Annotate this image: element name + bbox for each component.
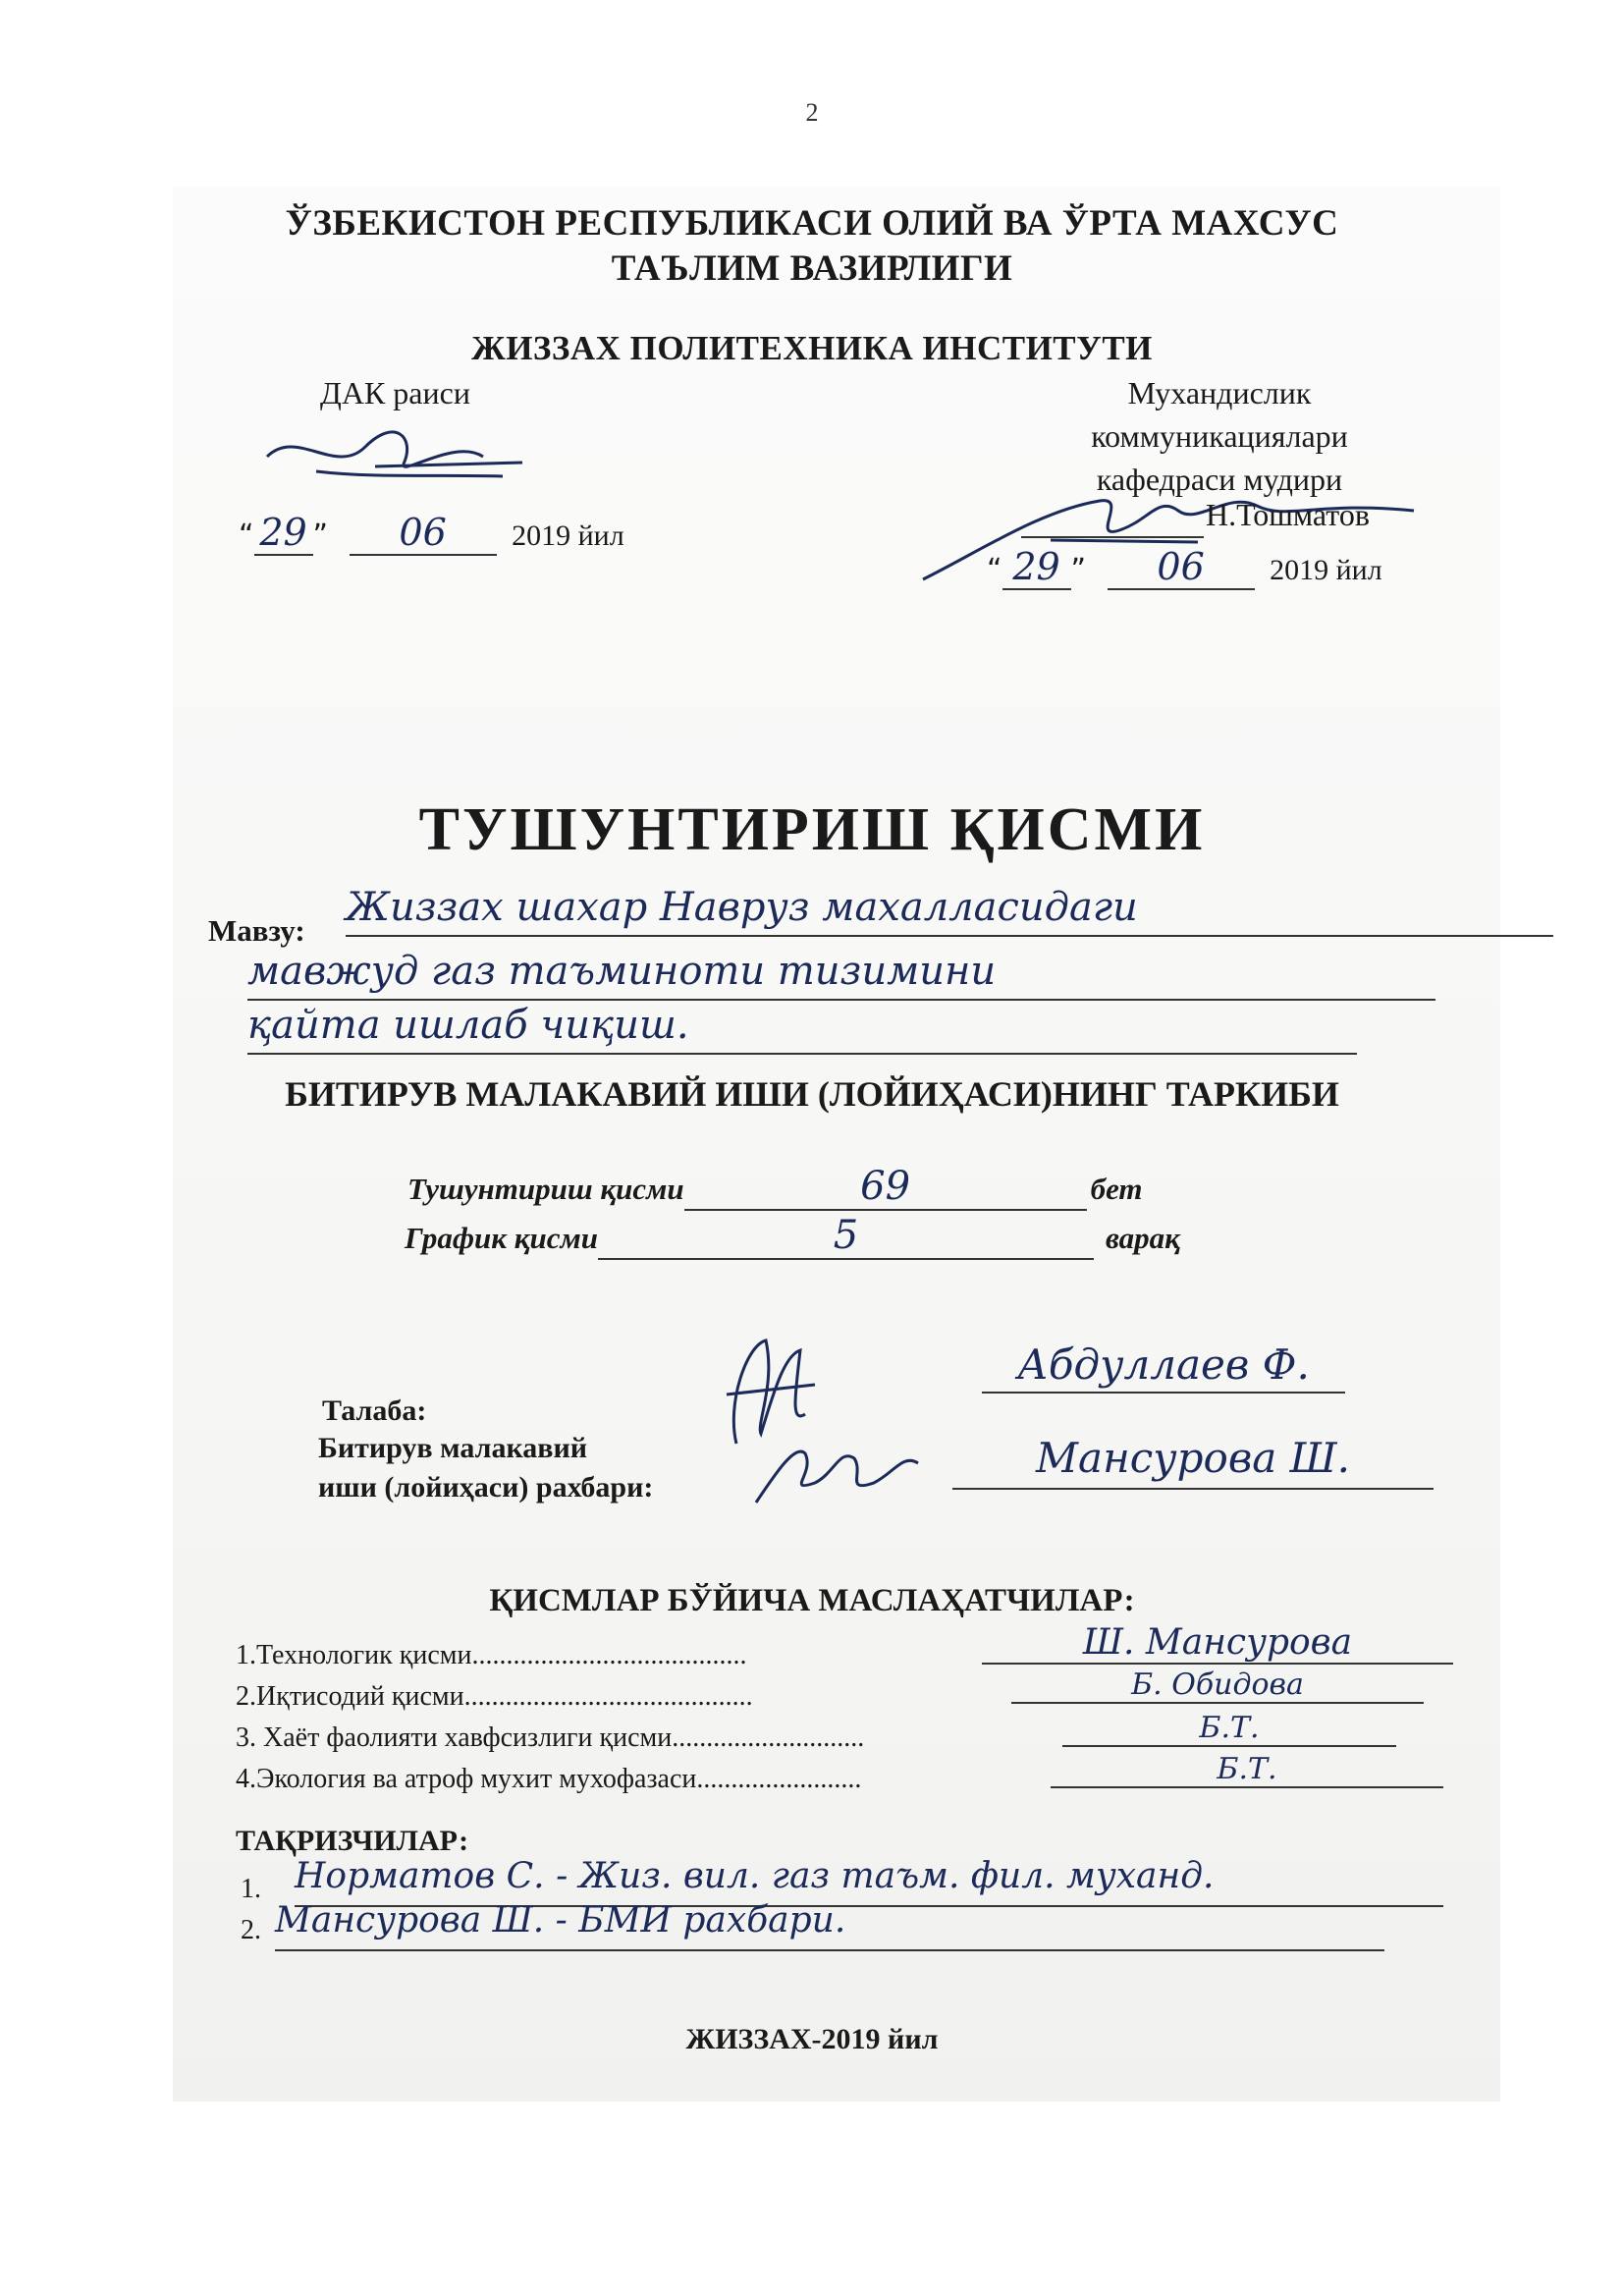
dept-month: 06	[1108, 545, 1255, 590]
supervisor-name: Мансурова Ш.	[952, 1434, 1434, 1490]
consultant-label: 3. Хаёт фаолияти хавфсизлиги қисми............................	[236, 1722, 865, 1753]
dak-day: 29	[254, 511, 313, 556]
topic-line-2: мавжуд газ таъминоти тизимини	[247, 948, 1435, 1001]
graphic-value: 5	[598, 1213, 1094, 1260]
dak-chair-label: ДАК раиси	[320, 375, 470, 410]
department-head-name: Н.Тошматов	[1206, 497, 1370, 532]
reviewers-heading: ТАҚРИЗЧИЛАР:	[236, 1825, 469, 1857]
reviewer-1: Норматов С. - Жиз. вил. газ таъм. фил. муханд.	[295, 1856, 1443, 1907]
ministry-header	[0, 201, 1624, 292]
consultant-row-4	[236, 1764, 861, 1795]
reviewer-number-2: 2.	[241, 1915, 261, 1945]
consultant-label: 2.Иқтисодий қисми..........................................	[236, 1681, 753, 1712]
graphic-label: График қисми	[405, 1221, 598, 1255]
dept-line-1: Мухандислик	[1127, 375, 1312, 410]
reviewer-2: Мансурова Ш. - БМИ рахбари.	[275, 1900, 1384, 1951]
dept-year: 2019 йил	[1270, 554, 1382, 586]
department-signature-line	[1021, 499, 1204, 538]
supervisor-label-line-1: Битирув малакавий	[318, 1432, 588, 1464]
explanatory-row	[407, 1164, 1143, 1211]
dept-line-3: кафедраси мудири	[1096, 462, 1343, 497]
consultant-row-1	[236, 1640, 746, 1671]
graphic-row	[405, 1213, 1180, 1260]
explanatory-label: Тушунтириш қисми	[407, 1172, 684, 1206]
supervisor-label	[318, 1429, 653, 1507]
page-number: 2	[805, 98, 819, 127]
composition-heading: БИТИРУВ МАЛАКАВИЙ ИШИ (ЛОЙИҲАСИ)НИНГ ТАРКИБИ	[285, 1074, 1339, 1114]
consultant-signature-1: Ш. Мансурова	[982, 1622, 1453, 1665]
dept-day: 29	[1002, 545, 1071, 590]
dak-month: 06	[350, 511, 497, 556]
explanatory-unit: бет	[1090, 1172, 1143, 1206]
topic-label: Мавзу:	[208, 913, 305, 948]
dept-line-2: коммуникациялари	[1091, 418, 1348, 454]
page-title: ТУШУНТИРИШ ҚИСМИ	[418, 796, 1206, 863]
consultant-row-3	[236, 1722, 864, 1754]
reviewer-number-1: 1.	[241, 1874, 261, 1904]
student-label: Талаба:	[322, 1394, 427, 1427]
graphic-unit: варақ	[1105, 1221, 1180, 1255]
dak-approval-date: “ 29 ” 06 2019 йил	[239, 511, 624, 554]
student-name: Абдуллаев Ф.	[982, 1340, 1345, 1394]
explanatory-value: 69	[684, 1164, 1087, 1211]
consultant-signature-4: Б.Т.	[1051, 1752, 1443, 1788]
supervisor-label-line-2: иши (лойиҳаси) рахбари:	[318, 1471, 654, 1503]
consultant-signature-3: Б.Т.	[1062, 1711, 1396, 1747]
supervisor-signature	[746, 1434, 933, 1512]
topic-line-1: Жиззах шахар Навруз махалласидаги	[346, 884, 1553, 937]
department-approval-date: “ 29 ” 06 2019 йил	[987, 545, 1382, 588]
ministry-line-2: ТАЪЛИМ ВАЗИРЛИГИ	[611, 248, 1013, 289]
consultant-row-2	[236, 1681, 753, 1713]
consultant-label: 4.Экология ва атроф мухит мухофазаси........................	[236, 1764, 862, 1794]
consultants-heading: ҚИСМЛАР БЎЙИЧА МАСЛАҲАТЧИЛАР:	[489, 1583, 1135, 1618]
dak-chair-signature	[257, 417, 532, 486]
dak-year: 2019 йил	[512, 519, 624, 552]
consultant-label: 1.Технологик қисми........................................	[236, 1640, 747, 1670]
ministry-line-1: ЎЗБЕКИСТОН РЕСПУБЛИКАСИ ОЛИЙ ВА ЎРТА МАХСУС	[285, 203, 1339, 244]
consultant-signature-2: Б. Обидова	[1011, 1667, 1424, 1704]
topic-line-3: қайта ишлаб чиқиш.	[247, 1002, 1357, 1055]
institute-name: ЖИЗЗАХ ПОЛИТЕХНИКА ИНСТИТУТИ	[471, 329, 1153, 367]
footer-city-year: ЖИЗЗАХ-2019 йил	[685, 2023, 939, 2055]
